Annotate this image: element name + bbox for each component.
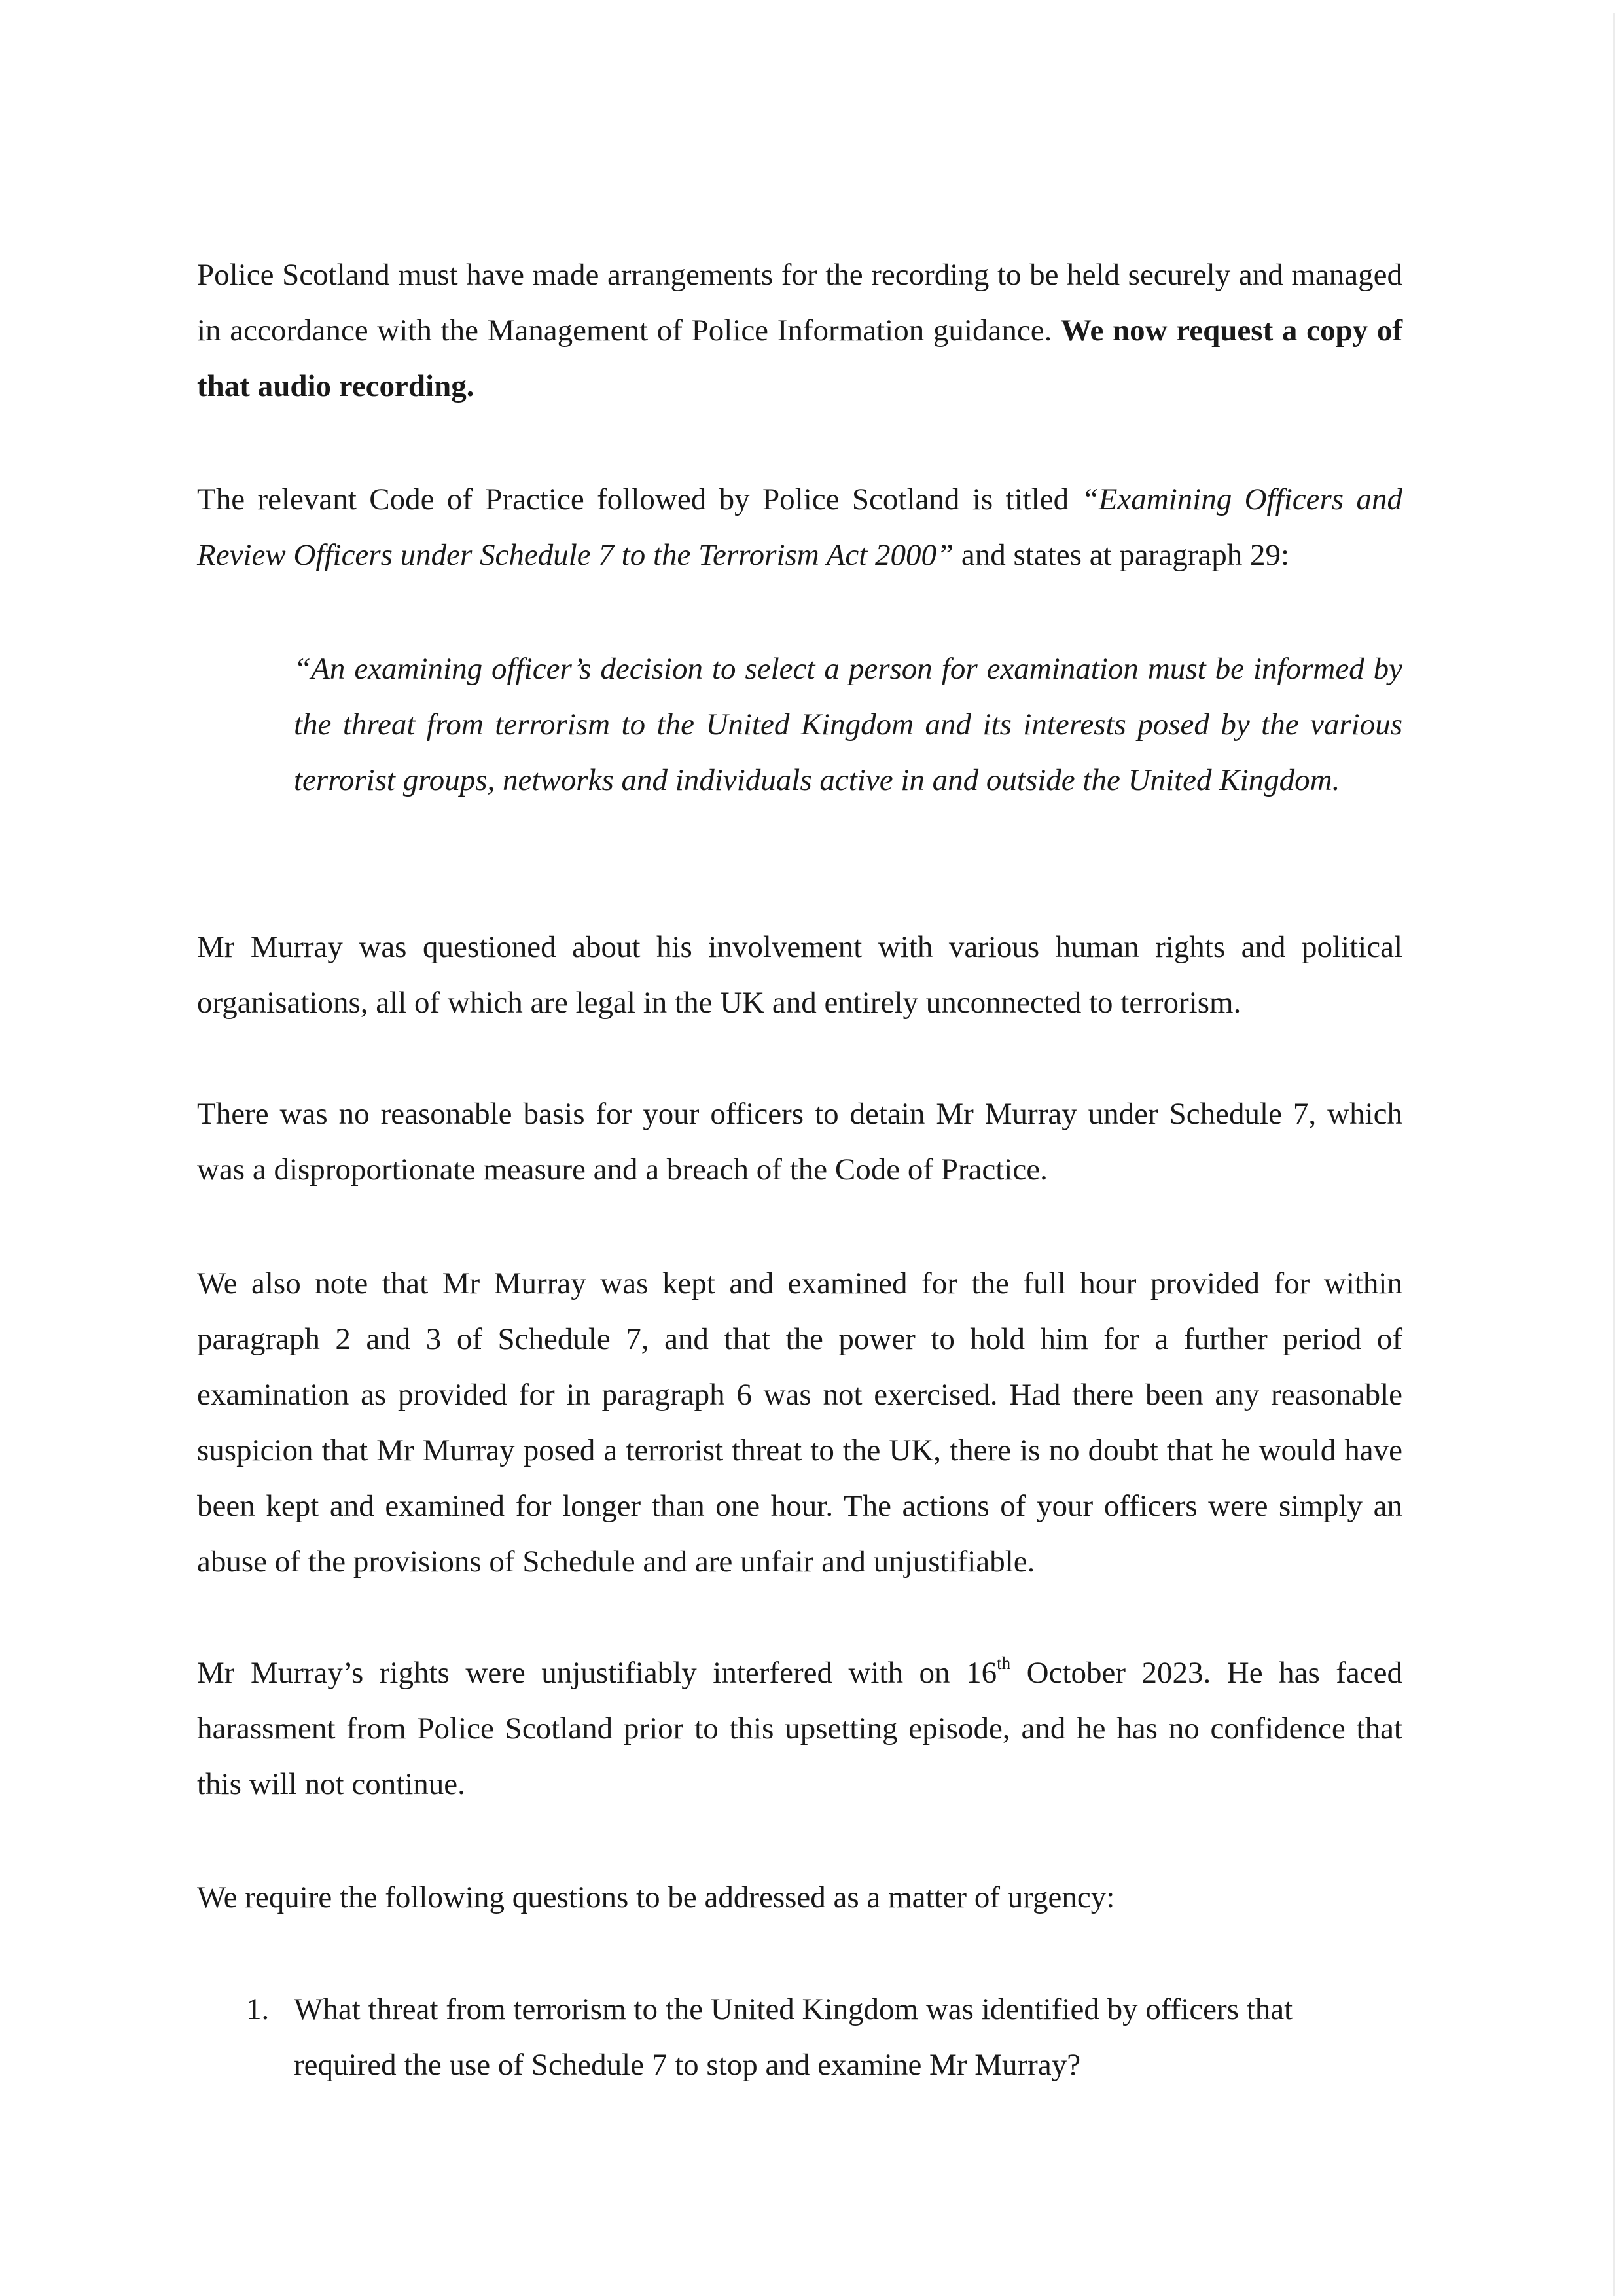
paragraph-recording-request [197,247,1402,414]
date-ordinal-suffix: th [997,1653,1011,1674]
list-item-number: 1. [246,1992,270,2026]
paragraph-text: Police Scotland must have made arrangements for the recording to be held securely and managed in accordance with the Management of Police Information guidance. [197,258,1402,348]
list-item-text: What threat from terrorism to the United Kingdom was identified by officers that required the use of Schedule 7 to stop and examine Mr Murray? [294,1992,1293,2082]
paragraph-code-of-practice [197,472,1402,583]
request-audio-recording-bold: We now request a copy of that audio recording. [197,314,1402,403]
code-of-practice-quote: “An examining officer’s decision to select a person for examination must be informed by the threat from terrorism to the United Kingdom and its interests posed by the various terrorist groups, networks and individuals active in and outside the United Kingdom. [294,652,1402,797]
paragraph-text: October 2023. He has faced harassment from Police Scotland prior to this upsetting episode, and he has no confidence that this will not continue. [197,1656,1403,1801]
paragraph-no-reasonable-basis: There was no reasonable basis for your officers to detain Mr Murray under Schedule 7, which was a disproportionate measure and a breach of the Code of Practice. [197,1097,1402,1187]
paragraph-questions-intro: We require the following questions to be addressed as a matter of urgency: [197,1880,1115,1914]
list-item [197,1982,1402,2093]
paragraph-text: and states at paragraph 29: [954,538,1290,572]
code-of-practice-title: “Examining Officers and Review Officers under Schedule 7 to the Terrorism Act 2000” [197,482,1403,572]
paragraph-full-hour-examination: We also note that Mr Murray was kept and examined for the full hour provided for within paragraph 2 and 3 of Schedule 7, and that the power to hold him for a further period of examination as provided for in paragraph 6 was not exercised. Had there been any reasonable suspicion that Mr Murray posed a terrorist threat to the UK, there is no doubt that he would have been kept and examined for longer than one hour. The actions of your officers were simply an abuse of the provisions of Schedule and are unfair and unjustifiable. [197,1266,1402,1579]
paragraph-questioned-organisations: Mr Murray was questioned about his involvement with various human rights and political organisations, all of which are legal in the UK and entirely unconnected to terrorism. [197,930,1402,1020]
scan-edge-line [1613,13,1615,2296]
paragraph-rights-interfered [197,1645,1402,1812]
paragraph-text: The relevant Code of Practice followed by Police Scotland is titled [197,482,1082,516]
paragraph-text: Mr Murray’s rights were unjustifiably interfered with on 16 [197,1656,997,1690]
questions-list [197,1982,1402,2093]
